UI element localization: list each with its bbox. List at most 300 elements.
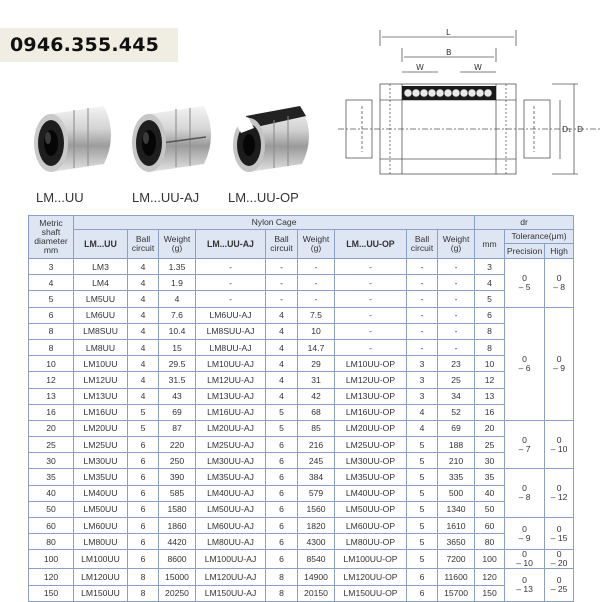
cell-uu-ball-circuit: 6: [128, 550, 159, 569]
cell-aj-model: -: [196, 291, 266, 307]
cell-op-weight: -: [438, 339, 475, 355]
bearing-uu-aj-image: [124, 100, 219, 180]
table-row: [29, 259, 574, 275]
cell-dr-mm: 4: [475, 275, 505, 291]
cell-uu-ball-circuit: 4: [128, 372, 159, 388]
cell-aj-model: LM13UU-AJ: [196, 388, 266, 404]
header-tolerance: Tolerance(μm): [505, 230, 574, 244]
cell-uu-model: LM5UU: [74, 291, 128, 307]
cell-op-weight: -: [438, 259, 475, 275]
tolerance-precision: [505, 259, 545, 308]
cell-aj-ball-circuit: 8: [266, 569, 298, 585]
cell-dr-mm: 35: [475, 469, 505, 485]
cell-uu-ball-circuit: 6: [128, 518, 159, 534]
cell-op-ball-circuit: 5: [407, 469, 438, 485]
cell-op-ball-circuit: -: [407, 323, 438, 339]
cell-shaft-diameter: 5: [29, 291, 74, 307]
cell-shaft-diameter: 50: [29, 501, 74, 517]
header-weight-uu: Weight (g): [159, 230, 196, 259]
cell-dr-mm: 10: [475, 356, 505, 372]
cell-op-ball-circuit: 3: [407, 388, 438, 404]
cell-op-weight: 34: [438, 388, 475, 404]
cell-aj-weight: -: [298, 275, 335, 291]
cell-op-weight: 335: [438, 469, 475, 485]
cell-op-ball-circuit: -: [407, 307, 438, 323]
cell-op-weight: 23: [438, 356, 475, 372]
cell-op-ball-circuit: 5: [407, 485, 438, 501]
product-label-uu-aj: LM...UU-AJ: [132, 190, 200, 205]
cell-uu-ball-circuit: 5: [128, 420, 159, 436]
cell-shaft-diameter: 4: [29, 275, 74, 291]
cell-uu-weight: 15000: [159, 569, 196, 585]
cell-uu-weight: 1580: [159, 501, 196, 517]
cell-op-ball-circuit: 5: [407, 501, 438, 517]
cell-aj-model: LM10UU-AJ: [196, 356, 266, 372]
cell-aj-ball-circuit: -: [266, 291, 298, 307]
cell-dr-mm: 50: [475, 501, 505, 517]
tolerance-precision-lower: – 13: [516, 584, 533, 595]
cell-uu-weight: 585: [159, 485, 196, 501]
tolerance-high: [545, 550, 574, 569]
cell-op-weight: 500: [438, 485, 475, 501]
tolerance-high-upper: 0: [556, 483, 562, 494]
tolerance-high-upper: 0: [556, 434, 562, 445]
cell-aj-ball-circuit: 4: [266, 388, 298, 404]
cell-uu-weight: 10.4: [159, 323, 196, 339]
cell-aj-ball-circuit: 4: [266, 372, 298, 388]
cell-uu-weight: 1.35: [159, 259, 196, 275]
cell-op-model: -: [335, 323, 407, 339]
cell-aj-ball-circuit: -: [266, 275, 298, 291]
tolerance-high: [545, 469, 574, 518]
cell-uu-model: LM120UU: [74, 569, 128, 585]
cell-shaft-diameter: 8: [29, 339, 74, 355]
cell-uu-ball-circuit: 6: [128, 453, 159, 469]
table-row: [29, 323, 574, 339]
tolerance-precision: [505, 420, 545, 469]
tolerance-high-lower: – 20: [550, 558, 568, 569]
dim-label-w1: W: [416, 63, 424, 72]
cell-dr-mm: 16: [475, 404, 505, 420]
cell-op-model: LM60UU-OP: [335, 518, 407, 534]
cell-aj-ball-circuit: 6: [266, 501, 298, 517]
cell-dr-mm: 6: [475, 307, 505, 323]
cell-aj-model: LM12UU-AJ: [196, 372, 266, 388]
tolerance-high-lower: – 25: [550, 584, 568, 595]
cell-uu-ball-circuit: 4: [128, 307, 159, 323]
cell-op-weight: 1610: [438, 518, 475, 534]
cell-uu-ball-circuit: 6: [128, 437, 159, 453]
cell-op-ball-circuit: 6: [407, 569, 438, 585]
tolerance-precision: [505, 550, 545, 569]
cell-aj-ball-circuit: 6: [266, 485, 298, 501]
cell-op-ball-circuit: -: [407, 339, 438, 355]
cell-shaft-diameter: 3: [29, 259, 74, 275]
tolerance-precision: [505, 469, 545, 518]
header-precision: Precision: [505, 244, 545, 259]
cell-aj-model: LM16UU-AJ: [196, 404, 266, 420]
cell-dr-mm: 120: [475, 569, 505, 585]
cell-op-weight: 7200: [438, 550, 475, 569]
cell-op-model: LM35UU-OP: [335, 469, 407, 485]
cell-dr-mm: 25: [475, 437, 505, 453]
cell-aj-ball-circuit: 6: [266, 437, 298, 453]
tolerance-precision-upper: 0: [522, 434, 527, 445]
cell-shaft-diameter: 30: [29, 453, 74, 469]
cell-uu-weight: 15: [159, 339, 196, 355]
cell-op-model: LM120UU-OP: [335, 569, 407, 585]
cell-op-ball-circuit: 5: [407, 453, 438, 469]
cell-shaft-diameter: 10: [29, 356, 74, 372]
cell-op-ball-circuit: 4: [407, 404, 438, 420]
cell-aj-ball-circuit: 4: [266, 356, 298, 372]
cell-op-model: LM30UU-OP: [335, 453, 407, 469]
tolerance-high-upper: 0: [556, 549, 562, 560]
cell-shaft-diameter: 120: [29, 569, 74, 585]
cell-uu-model: LM25UU: [74, 437, 128, 453]
table-row: [29, 275, 574, 291]
phone-banner: [0, 28, 178, 62]
cell-aj-weight: 68: [298, 404, 335, 420]
cell-aj-model: LM40UU-AJ: [196, 485, 266, 501]
product-label-uu: LM...UU: [36, 190, 84, 205]
cell-aj-model: LM8SUU-AJ: [196, 323, 266, 339]
tolerance-high-upper: 0: [556, 575, 562, 586]
cell-shaft-diameter: 100: [29, 550, 74, 569]
cell-aj-ball-circuit: 6: [266, 550, 298, 569]
table-row: [29, 437, 574, 453]
cell-aj-weight: 14.7: [298, 339, 335, 355]
cell-aj-ball-circuit: 4: [266, 307, 298, 323]
dim-label-d1: D₁: [562, 125, 572, 134]
cell-aj-model: LM30UU-AJ: [196, 453, 266, 469]
cell-op-ball-circuit: 6: [407, 585, 438, 601]
cell-uu-ball-circuit: 6: [128, 469, 159, 485]
specification-table: [28, 215, 574, 602]
header-weight-op: Weight (g): [438, 230, 475, 259]
cell-uu-ball-circuit: 4: [128, 388, 159, 404]
cell-aj-model: LM60UU-AJ: [196, 518, 266, 534]
cell-op-model: LM10UU-OP: [335, 356, 407, 372]
cell-op-model: LM20UU-OP: [335, 420, 407, 436]
cell-dr-mm: 100: [475, 550, 505, 569]
cell-op-weight: 3650: [438, 534, 475, 550]
cell-shaft-diameter: 6: [29, 307, 74, 323]
tolerance-high-lower: – 9: [553, 362, 566, 373]
cell-dr-mm: 60: [475, 518, 505, 534]
cell-op-model: -: [335, 259, 407, 275]
cell-aj-weight: 384: [298, 469, 335, 485]
cell-uu-model: LM8UU: [74, 339, 128, 355]
cell-dr-mm: 8: [475, 323, 505, 339]
cell-op-weight: -: [438, 275, 475, 291]
cell-uu-weight: 20250: [159, 585, 196, 601]
cell-dr-mm: 8: [475, 339, 505, 355]
cell-dr-mm: 30: [475, 453, 505, 469]
cell-op-weight: -: [438, 291, 475, 307]
cell-dr-mm: 80: [475, 534, 505, 550]
phone-number: 0946.355.445: [10, 34, 160, 56]
cell-op-ball-circuit: -: [407, 259, 438, 275]
table-row: [29, 404, 574, 420]
cell-uu-weight: 220: [159, 437, 196, 453]
cell-aj-model: LM100UU-AJ: [196, 550, 266, 569]
cell-shaft-diameter: 20: [29, 420, 74, 436]
cell-aj-model: LM80UU-AJ: [196, 534, 266, 550]
header-ball-circuit-aj: Ball circuit: [266, 230, 298, 259]
cell-aj-weight: 1560: [298, 501, 335, 517]
cell-uu-ball-circuit: 8: [128, 585, 159, 601]
cell-uu-model: LM60UU: [74, 518, 128, 534]
tolerance-precision-upper: 0: [522, 549, 527, 560]
cell-aj-ball-circuit: 6: [266, 469, 298, 485]
cell-uu-ball-circuit: 4: [128, 356, 159, 372]
cell-uu-model: LM35UU: [74, 469, 128, 485]
dim-label-b: B: [446, 48, 452, 57]
cell-uu-model: LM50UU: [74, 501, 128, 517]
cell-uu-ball-circuit: 4: [128, 275, 159, 291]
cell-op-ball-circuit: 4: [407, 420, 438, 436]
cell-uu-model: LM20UU: [74, 420, 128, 436]
cell-aj-model: LM35UU-AJ: [196, 469, 266, 485]
cell-uu-weight: 250: [159, 453, 196, 469]
cell-uu-model: LM100UU: [74, 550, 128, 569]
cell-aj-weight: 14900: [298, 569, 335, 585]
cell-op-model: LM12UU-OP: [335, 372, 407, 388]
tolerance-precision: [505, 307, 545, 420]
tolerance-precision-upper: 0: [522, 523, 527, 534]
cell-op-weight: -: [438, 323, 475, 339]
cell-dr-mm: 40: [475, 485, 505, 501]
table-row: [29, 388, 574, 404]
cell-aj-model: LM25UU-AJ: [196, 437, 266, 453]
table-row: [29, 518, 574, 534]
cell-op-model: LM40UU-OP: [335, 485, 407, 501]
bearing-uu-image: [26, 100, 121, 180]
cell-shaft-diameter: 40: [29, 485, 74, 501]
cell-uu-model: LM6UU: [74, 307, 128, 323]
header-ball-circuit-uu: Ball circuit: [128, 230, 159, 259]
cell-op-ball-circuit: 3: [407, 356, 438, 372]
cell-uu-weight: 29.5: [159, 356, 196, 372]
cell-aj-weight: 4300: [298, 534, 335, 550]
cell-aj-ball-circuit: 6: [266, 534, 298, 550]
bearing-dimension-diagram: [338, 26, 600, 198]
cell-aj-ball-circuit: -: [266, 259, 298, 275]
cell-shaft-diameter: 35: [29, 469, 74, 485]
dim-label-l: L: [446, 28, 451, 37]
cell-op-model: -: [335, 275, 407, 291]
cell-op-weight: 210: [438, 453, 475, 469]
cell-aj-weight: 31: [298, 372, 335, 388]
specification-table-body: [29, 259, 574, 602]
cell-aj-ball-circuit: 5: [266, 404, 298, 420]
table-row: [29, 469, 574, 485]
cell-uu-weight: 4: [159, 291, 196, 307]
table-row: [29, 372, 574, 388]
tolerance-high: [545, 307, 574, 420]
cell-op-weight: 69: [438, 420, 475, 436]
cell-aj-model: LM150UU-AJ: [196, 585, 266, 601]
cell-op-weight: 1340: [438, 501, 475, 517]
cell-shaft-diameter: 13: [29, 388, 74, 404]
cell-uu-model: LM80UU: [74, 534, 128, 550]
cell-uu-weight: 31.5: [159, 372, 196, 388]
cell-op-model: LM150UU-OP: [335, 585, 407, 601]
cell-op-ball-circuit: 5: [407, 534, 438, 550]
cell-op-weight: 11600: [438, 569, 475, 585]
cell-aj-weight: 20150: [298, 585, 335, 601]
header-dr: dr: [475, 216, 574, 230]
cell-op-model: LM50UU-OP: [335, 501, 407, 517]
tolerance-precision-upper: 0: [522, 483, 527, 494]
cell-uu-weight: 69: [159, 404, 196, 420]
cell-aj-model: LM6UU-AJ: [196, 307, 266, 323]
table-row: [29, 291, 574, 307]
cell-uu-model: LM40UU: [74, 485, 128, 501]
cell-aj-weight: 579: [298, 485, 335, 501]
cell-op-weight: 188: [438, 437, 475, 453]
cell-op-model: LM80UU-OP: [335, 534, 407, 550]
header-lm-uu-op: LM...UU-OP: [335, 230, 407, 259]
cell-op-ball-circuit: -: [407, 275, 438, 291]
tolerance-high-lower: – 15: [550, 532, 568, 543]
cell-op-weight: 52: [438, 404, 475, 420]
tolerance-high: [545, 420, 574, 469]
cell-dr-mm: 3: [475, 259, 505, 275]
cell-uu-model: LM16UU: [74, 404, 128, 420]
tolerance-precision-lower: – 6: [518, 362, 531, 373]
cell-aj-model: -: [196, 259, 266, 275]
tolerance-high-upper: 0: [556, 353, 562, 364]
tolerance-precision: [505, 518, 545, 550]
cell-aj-weight: 1820: [298, 518, 335, 534]
cell-uu-ball-circuit: 6: [128, 534, 159, 550]
cell-uu-ball-circuit: 4: [128, 291, 159, 307]
cell-aj-model: LM8UU-AJ: [196, 339, 266, 355]
tolerance-precision-lower: – 8: [518, 492, 531, 503]
product-label-uu-op: LM...UU-OP: [228, 190, 299, 205]
header-high: High: [545, 244, 574, 259]
cell-aj-model: LM50UU-AJ: [196, 501, 266, 517]
cell-shaft-diameter: 8: [29, 323, 74, 339]
cell-uu-model: LM13UU: [74, 388, 128, 404]
cell-uu-ball-circuit: 4: [128, 259, 159, 275]
tolerance-precision-lower: – 5: [518, 281, 531, 292]
tolerance-precision-upper: 0: [522, 575, 527, 586]
cell-aj-model: -: [196, 275, 266, 291]
cell-aj-ball-circuit: 6: [266, 453, 298, 469]
cell-op-model: -: [335, 307, 407, 323]
header-lm-uu: LM...UU: [74, 230, 128, 259]
cell-uu-model: LM30UU: [74, 453, 128, 469]
cell-aj-weight: 29: [298, 356, 335, 372]
dim-label-w2: W: [474, 63, 482, 72]
cell-op-weight: 25: [438, 372, 475, 388]
cell-aj-weight: -: [298, 291, 335, 307]
cell-uu-model: LM12UU: [74, 372, 128, 388]
cell-aj-ball-circuit: 4: [266, 323, 298, 339]
table-row: [29, 453, 574, 469]
tolerance-high-lower: – 8: [553, 281, 566, 292]
cell-uu-ball-circuit: 8: [128, 569, 159, 585]
table-row: [29, 485, 574, 501]
cell-op-model: LM13UU-OP: [335, 388, 407, 404]
cell-uu-weight: 7.6: [159, 307, 196, 323]
cell-shaft-diameter: 16: [29, 404, 74, 420]
table-row: [29, 585, 574, 601]
cell-uu-ball-circuit: 5: [128, 404, 159, 420]
cell-aj-weight: 42: [298, 388, 335, 404]
bearing-uu-op-image: [224, 100, 319, 180]
header-lm-uu-aj: LM...UU-AJ: [196, 230, 266, 259]
cell-uu-weight: 87: [159, 420, 196, 436]
table-row: [29, 550, 574, 569]
header-ball-circuit-op: Ball circuit: [407, 230, 438, 259]
cell-uu-ball-circuit: 4: [128, 323, 159, 339]
cell-shaft-diameter: 12: [29, 372, 74, 388]
cell-dr-mm: 150: [475, 585, 505, 601]
tolerance-precision-lower: – 10: [516, 558, 533, 569]
dim-label-d: D: [577, 125, 584, 134]
cell-aj-weight: 7.5: [298, 307, 335, 323]
cell-aj-ball-circuit: 5: [266, 420, 298, 436]
cell-uu-model: LM8SUU: [74, 323, 128, 339]
cell-aj-weight: 216: [298, 437, 335, 453]
cell-aj-weight: 10: [298, 323, 335, 339]
tolerance-high-upper: 0: [556, 272, 562, 283]
table-row: [29, 356, 574, 372]
cell-uu-model: LM4: [74, 275, 128, 291]
cell-uu-weight: 8600: [159, 550, 196, 569]
tolerance-precision-upper: 0: [522, 272, 527, 283]
cell-shaft-diameter: 80: [29, 534, 74, 550]
cell-op-ball-circuit: 5: [407, 550, 438, 569]
cell-uu-ball-circuit: 6: [128, 501, 159, 517]
cell-op-ball-circuit: -: [407, 291, 438, 307]
cell-uu-ball-circuit: 4: [128, 339, 159, 355]
header-weight-aj: Weight (g): [298, 230, 335, 259]
table-row: [29, 307, 574, 323]
cell-aj-model: LM120UU-AJ: [196, 569, 266, 585]
tolerance-precision-lower: – 7: [518, 443, 531, 454]
cell-uu-model: LM150UU: [74, 585, 128, 601]
cell-aj-ball-circuit: 4: [266, 339, 298, 355]
tolerance-high: [545, 518, 574, 550]
tolerance-precision-upper: 0: [522, 353, 527, 364]
cell-op-model: LM100UU-OP: [335, 550, 407, 569]
tolerance-precision-lower: – 9: [518, 532, 531, 543]
header-dr-mm: mm: [475, 230, 505, 259]
cell-uu-model: LM3: [74, 259, 128, 275]
cell-uu-weight: 43: [159, 388, 196, 404]
cell-uu-weight: 1.9: [159, 275, 196, 291]
tolerance-high: [545, 259, 574, 308]
cell-op-model: LM16UU-OP: [335, 404, 407, 420]
cell-dr-mm: 12: [475, 372, 505, 388]
cell-op-model: -: [335, 339, 407, 355]
cell-uu-model: LM10UU: [74, 356, 128, 372]
tolerance-high-lower: – 10: [550, 443, 568, 454]
cell-shaft-diameter: 150: [29, 585, 74, 601]
tolerance-high: [545, 569, 574, 601]
cell-shaft-diameter: 25: [29, 437, 74, 453]
cell-op-weight: 15700: [438, 585, 475, 601]
cell-uu-weight: 4420: [159, 534, 196, 550]
cell-aj-weight: 85: [298, 420, 335, 436]
cell-aj-ball-circuit: 6: [266, 518, 298, 534]
cell-op-ball-circuit: 5: [407, 437, 438, 453]
